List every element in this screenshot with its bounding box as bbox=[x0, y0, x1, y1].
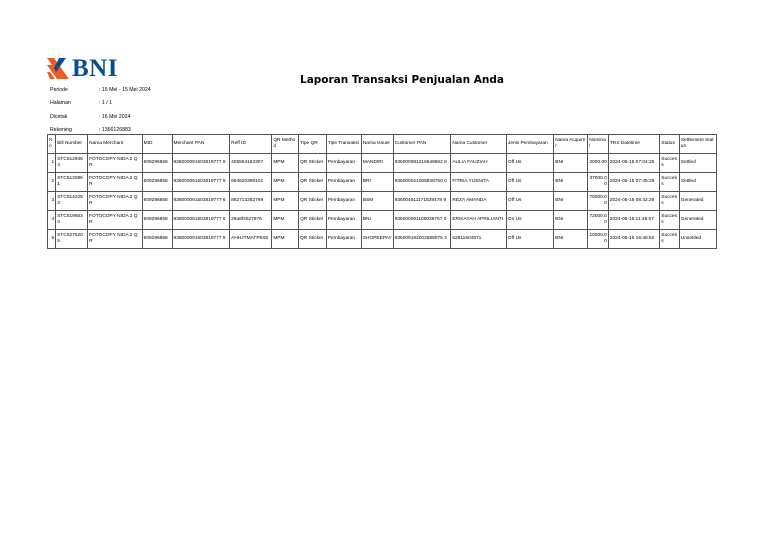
col-nama-merchant: Nama Merchant bbox=[88, 135, 143, 154]
cell-nama-acquirer: BNI bbox=[554, 192, 588, 211]
cell-nama-merchant: FOTOCOPY NIDA 2 QR bbox=[88, 230, 143, 249]
col-nama-issuer: Nama Issuer bbox=[361, 135, 393, 154]
cell-nama-issuer: SHOPEEPAY bbox=[361, 230, 393, 249]
col-status: Status bbox=[660, 135, 680, 154]
cell-tipe-transaksi: Pembayaran bbox=[326, 211, 361, 230]
cell-jenis-pembayaran: On Us bbox=[506, 211, 553, 230]
cell-status: Success bbox=[660, 230, 680, 249]
cell-qr-method: MPM bbox=[272, 192, 299, 211]
cell-settlement-status: Settled bbox=[679, 154, 716, 173]
table-body bbox=[48, 154, 717, 249]
table-row bbox=[48, 230, 717, 249]
report-meta bbox=[50, 83, 151, 137]
cell-reff-id: AHHJTMATP6S5 bbox=[230, 230, 272, 249]
cell-reff-id: 29a8f4027976 bbox=[230, 211, 272, 230]
cell-bill-number: STC514225 3 bbox=[56, 192, 88, 211]
cell-mid: 609296858 bbox=[142, 230, 172, 249]
cell-no: 5 bbox=[48, 230, 56, 249]
cell-nama-merchant: FOTOCOPY NIDA 2 QR bbox=[88, 211, 143, 230]
meta-dicetak: Dicetak : 16 Mei 2024 bbox=[50, 113, 131, 120]
cell-nama-merchant: FOTOCOPY NIDA 2 QR bbox=[88, 154, 143, 173]
cell-bill-number: STC527520 5 bbox=[56, 230, 88, 249]
col-nominal: Nominal bbox=[588, 135, 609, 154]
col-tipe-qr: Tipe QR bbox=[299, 135, 327, 154]
col-qr-method: QR Method bbox=[272, 135, 299, 154]
cell-settlement-status: Generated bbox=[679, 211, 716, 230]
col-trx-datetime: TRX Datetime bbox=[608, 135, 659, 154]
cell-status: Success bbox=[660, 211, 680, 230]
cell-trx-datetime: 2024-05-15 08:42:26 bbox=[608, 192, 659, 211]
col-no: No bbox=[48, 135, 56, 154]
report-title: Laporan Transaksi Penjualan Anda bbox=[300, 74, 504, 86]
cell-trx-datetime: 2024-05-15 11:48:07 bbox=[608, 211, 659, 230]
cell-merchant-pan: 936000091503819777 6 bbox=[172, 211, 230, 230]
col-bill-number: Bill Number bbox=[56, 135, 88, 154]
cell-jenis-pembayaran: Off Us bbox=[506, 192, 553, 211]
cell-jenis-pembayaran: Off Us bbox=[506, 230, 553, 249]
cell-tipe-qr: QR Sticker bbox=[299, 230, 327, 249]
meta-halaman: Halaman : 1 / 1 bbox=[50, 100, 112, 107]
cell-nama-issuer: MANDIRI bbox=[361, 154, 393, 173]
cell-tipe-transaksi: Pembayaran bbox=[326, 173, 361, 192]
cell-tipe-qr: QR Sticker bbox=[299, 211, 327, 230]
cell-no: 2 bbox=[48, 173, 56, 192]
cell-customer-pan: 936000081216648662 8 bbox=[393, 154, 451, 173]
cell-reff-id: 882713282769 bbox=[230, 192, 272, 211]
cell-mid: 609296858 bbox=[142, 192, 172, 211]
bni-logo-text: BNI bbox=[72, 55, 118, 82]
cell-tipe-qr: QR Sticker bbox=[299, 192, 327, 211]
cell-settlement-status: Unsettled bbox=[679, 230, 716, 249]
col-jenis-pembayaran: Jenis Pembayaran bbox=[506, 135, 553, 154]
cell-qr-method: MPM bbox=[272, 211, 299, 230]
cell-tipe-qr: QR Sticker bbox=[299, 173, 327, 192]
meta-periode: Periode : 15 Mei - 15 Mei 2024 bbox=[50, 86, 151, 93]
cell-nominal: 10000.00 bbox=[588, 230, 609, 249]
cell-trx-datetime: 2024-05-15 07:04:25 bbox=[608, 154, 659, 173]
cell-merchant-pan: 936000091503819777 6 bbox=[172, 192, 230, 211]
cell-nama-customer: FITRIA YUSNITA bbox=[451, 173, 507, 192]
cell-mid: 609296858 bbox=[142, 211, 172, 230]
cell-settlement-status: Settled bbox=[679, 173, 716, 192]
cell-nama-merchant: FOTOCOPY NIDA 2 QR bbox=[88, 173, 143, 192]
cell-nama-merchant: FOTOCOPY NIDA 2 QR bbox=[88, 192, 143, 211]
cell-customer-pan: 936000091100036757 0 bbox=[393, 211, 451, 230]
col-mid: MID bbox=[142, 135, 172, 154]
bni-logo bbox=[47, 55, 118, 82]
cell-no: 3 bbox=[48, 192, 56, 211]
cell-reff-id: 684620398102 bbox=[230, 173, 272, 192]
bni-logo-icon bbox=[47, 58, 69, 79]
cell-nominal: 76000.00 bbox=[588, 192, 609, 211]
cell-merchant-pan: 936000091503819777 6 bbox=[172, 173, 230, 192]
cell-qr-method: MPM bbox=[272, 230, 299, 249]
cell-trx-datetime: 2024-05-15 16:48:52 bbox=[608, 230, 659, 249]
cell-trx-datetime: 2024-05-15 07:45:29 bbox=[608, 173, 659, 192]
cell-merchant-pan: 936000091503819777 6 bbox=[172, 230, 230, 249]
cell-nama-acquirer: BNI bbox=[554, 154, 588, 173]
cell-tipe-transaksi: Pembayaran bbox=[326, 154, 361, 173]
cell-no: 4 bbox=[48, 211, 56, 230]
table-row bbox=[48, 192, 717, 211]
cell-tipe-transaksi: Pembayaran bbox=[326, 230, 361, 249]
cell-nama-customer: REZA AMANDA bbox=[451, 192, 507, 211]
cell-nama-customer: AULIA FAUZIAH bbox=[451, 154, 507, 173]
cell-bill-number: STC513086 1 bbox=[56, 173, 88, 192]
cell-customer-pan: 936004511171829478 9 bbox=[393, 192, 451, 211]
transaction-table bbox=[47, 134, 717, 249]
cell-nominal: 2000.00 bbox=[588, 154, 609, 173]
cell-jenis-pembayaran: Off Us bbox=[506, 154, 553, 173]
cell-no: 1 bbox=[48, 154, 56, 173]
table-row bbox=[48, 154, 717, 173]
cell-customer-pan: 936009182002688075 3 bbox=[393, 230, 451, 249]
col-customer-pan: Customer PAN bbox=[393, 135, 451, 154]
col-merchant-pan: Merchant PAN bbox=[172, 135, 230, 154]
cell-mid: 609296858 bbox=[142, 173, 172, 192]
cell-qr-method: MPM bbox=[272, 154, 299, 173]
cell-nama-acquirer: BNI bbox=[554, 230, 588, 249]
cell-nama-acquirer: BNI bbox=[554, 173, 588, 192]
table-header-row bbox=[48, 135, 717, 154]
table-row bbox=[48, 211, 717, 230]
cell-nama-acquirer: BNI bbox=[554, 211, 588, 230]
col-settlement-status: Settlement Status bbox=[679, 135, 716, 154]
cell-bill-number: STC512946 4 bbox=[56, 154, 88, 173]
cell-nama-issuer: BSM bbox=[361, 192, 393, 211]
table-row bbox=[48, 173, 717, 192]
cell-status: Success bbox=[660, 154, 680, 173]
col-nama-customer: Nama Customer bbox=[451, 135, 507, 154]
col-reff-id: Reff ID bbox=[230, 135, 272, 154]
cell-nama-issuer: BRI bbox=[361, 173, 393, 192]
cell-nominal: 37000.00 bbox=[588, 173, 609, 192]
cell-tipe-transaksi: Pembayaran bbox=[326, 192, 361, 211]
col-tipe-transaksi: Tipe Transaksi bbox=[326, 135, 361, 154]
cell-nama-issuer: BNI bbox=[361, 211, 393, 230]
cell-reff-id: 405554183307 bbox=[230, 154, 272, 173]
cell-qr-method: MPM bbox=[272, 173, 299, 192]
cell-settlement-status: Generated bbox=[679, 192, 716, 211]
col-nama-acquirer: Nama Acquirer bbox=[554, 135, 588, 154]
meta-rekening: Rekening : 1366126883 bbox=[50, 127, 131, 134]
cell-nama-customer: ERIKAYAH APRILIANTI bbox=[451, 211, 507, 230]
cell-tipe-qr: QR Sticker bbox=[299, 154, 327, 173]
cell-merchant-pan: 936000091503819777 6 bbox=[172, 154, 230, 173]
cell-bill-number: STC519663 3 bbox=[56, 211, 88, 230]
cell-status: Success bbox=[660, 192, 680, 211]
cell-customer-pan: 936000021005848750 0 bbox=[393, 173, 451, 192]
cell-jenis-pembayaran: Off Us bbox=[506, 173, 553, 192]
cell-nama-customer: 62811504571 bbox=[451, 230, 507, 249]
cell-mid: 609296858 bbox=[142, 154, 172, 173]
cell-status: Success bbox=[660, 173, 680, 192]
cell-nominal: 72000.00 bbox=[588, 211, 609, 230]
